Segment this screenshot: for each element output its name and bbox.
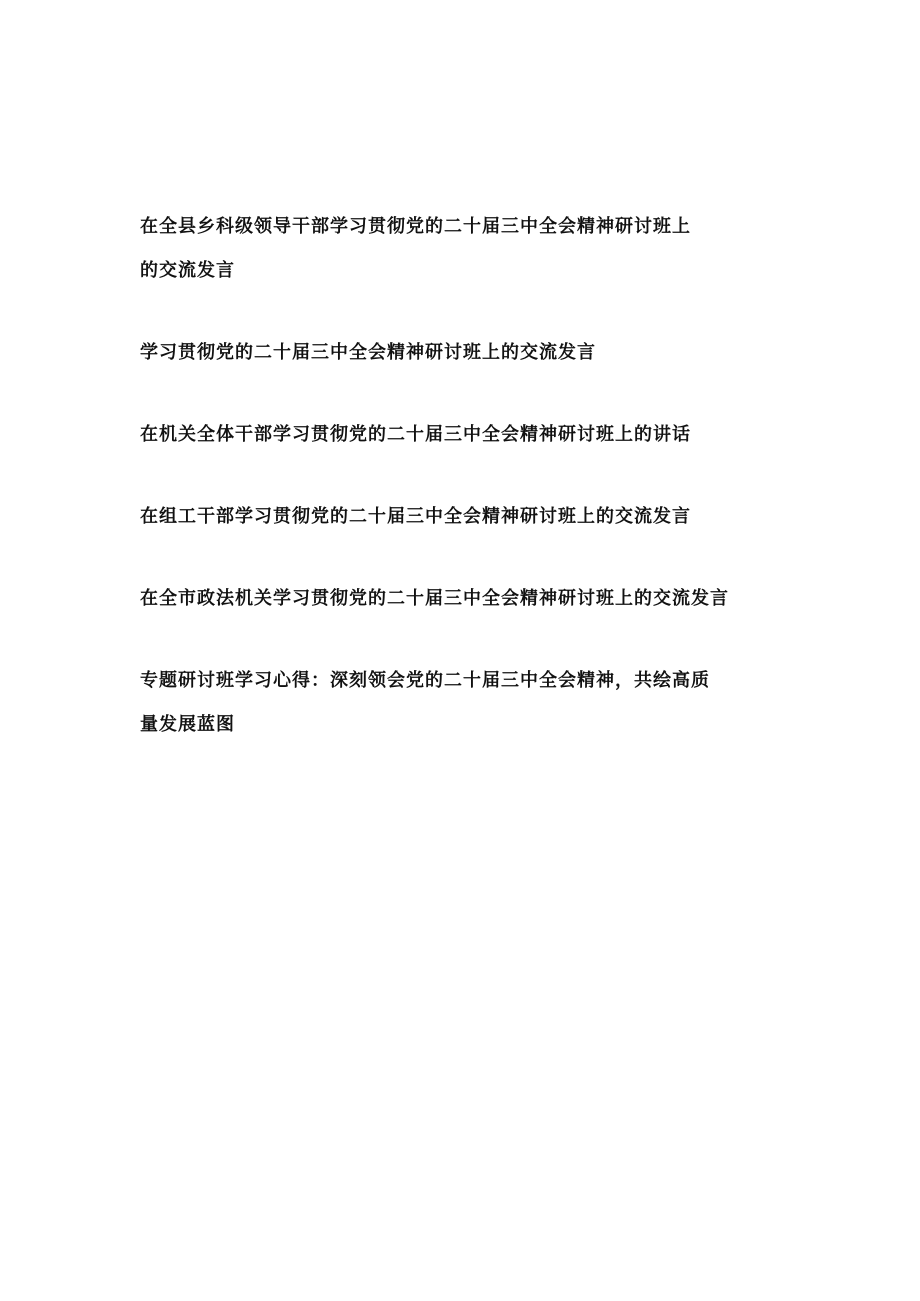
- document-title-item: [140, 495, 780, 539]
- title-line: 在全县乡科级领导干部学习贯彻党的二十届三中全会精神研讨班上: [140, 216, 691, 237]
- document-title-item: [140, 659, 780, 747]
- title-line: 在机关全体干部学习贯彻党的二十届三中全会精神研讨班上的讲话: [140, 424, 691, 445]
- document-title-item: [140, 331, 780, 375]
- document-title-item: [140, 577, 780, 621]
- document-title-item: [140, 413, 780, 457]
- title-line: 的交流发言: [140, 260, 235, 281]
- document-title-item: [140, 205, 780, 293]
- document-title-list: [140, 205, 780, 785]
- title-line: 学习贯彻党的二十届三中全会精神研讨班上的交流发言: [140, 342, 596, 363]
- title-line: 在全市政法机关学习贯彻党的二十届三中全会精神研讨班上的交流发言: [140, 588, 729, 609]
- title-line: 量发展蓝图: [140, 714, 235, 735]
- title-line: 在组工干部学习贯彻党的二十届三中全会精神研讨班上的交流发言: [140, 506, 691, 527]
- title-line: 专题研讨班学习心得：深刻领会党的二十届三中全会精神，共绘高质: [140, 670, 710, 691]
